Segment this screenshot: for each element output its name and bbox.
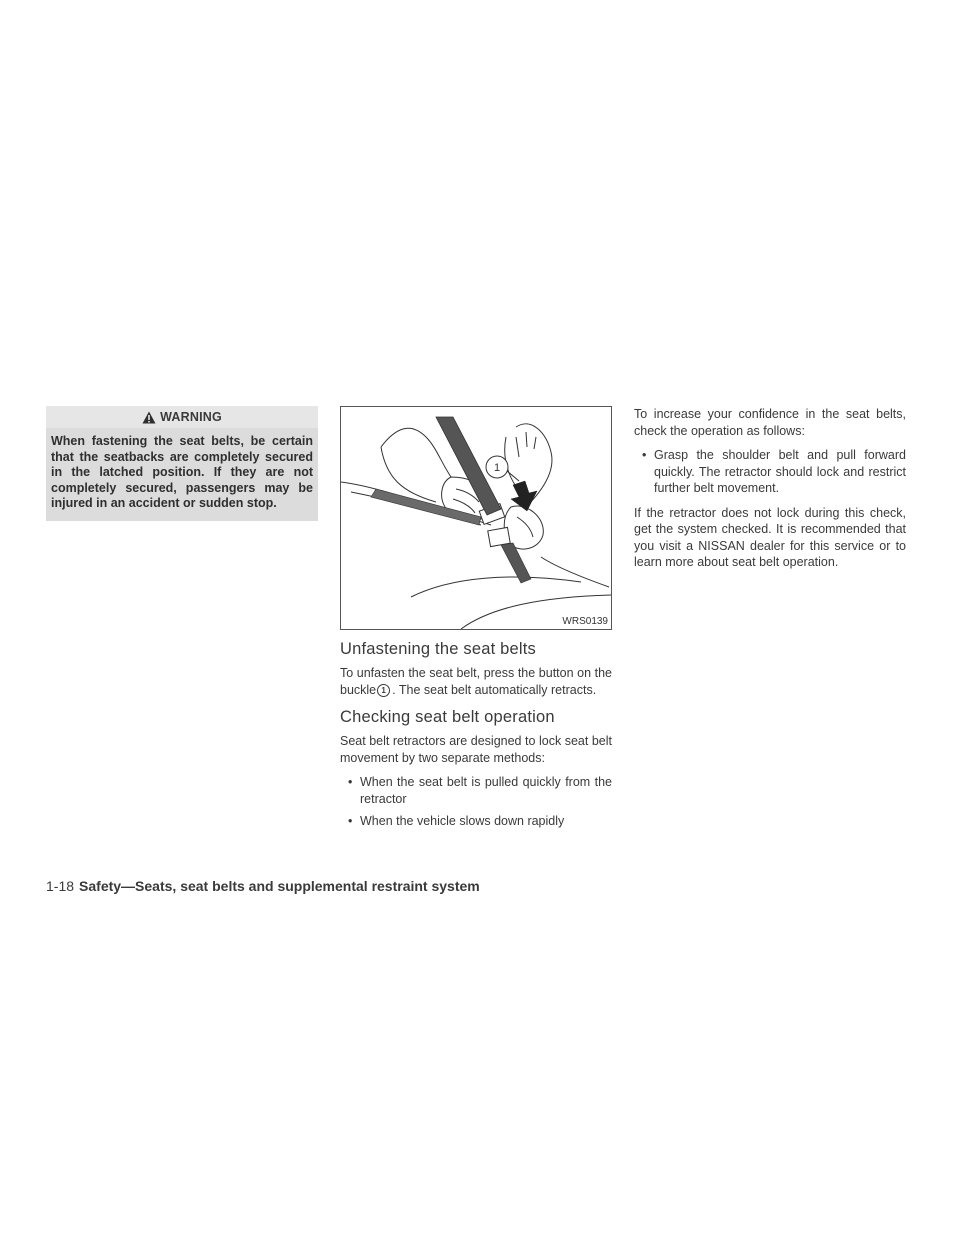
callout-1-icon: 1 bbox=[377, 684, 390, 697]
confidence-intro: To increase your confidence in the seat belts, check the operation as follows: bbox=[634, 407, 906, 438]
checking-intro: Seat belt retractors are designed to lock seat belt movement by two separate methods: bbox=[340, 734, 612, 765]
list-item-text: Grasp the shoulder belt and pull forward quickly. The retractor should lock and restrict further belt movement. bbox=[654, 448, 906, 495]
figure-code: WRS0139 bbox=[562, 616, 608, 627]
page-footer bbox=[46, 878, 480, 894]
warning-icon bbox=[142, 411, 156, 424]
warning-header bbox=[46, 406, 318, 428]
warning-text: When fastening the seat belts, be certain that the seatbacks are completely secured in the latched position. If they are not completely secured, passengers may be injured in an accident or sudden stop. bbox=[51, 434, 313, 510]
middle-column bbox=[340, 406, 612, 838]
list-item bbox=[340, 774, 612, 807]
list-item-text: When the vehicle slows down rapidly bbox=[360, 814, 565, 828]
buckle-drawing bbox=[341, 407, 611, 629]
seat-belt-buckle-illustration bbox=[340, 406, 612, 630]
list-item bbox=[340, 813, 612, 830]
page-number: 1-18 bbox=[46, 878, 75, 894]
bullet: • bbox=[348, 775, 353, 789]
confidence-list bbox=[634, 447, 906, 497]
figure-callout-1: 1 bbox=[493, 462, 501, 474]
heading-checking: Checking seat belt operation bbox=[340, 708, 555, 726]
left-column bbox=[46, 406, 318, 521]
right-column bbox=[634, 406, 906, 579]
unfastening-text-after: . The seat belt automatically retracts. bbox=[392, 682, 597, 697]
heading-unfastening: Unfastening the seat belts bbox=[340, 640, 536, 658]
list-item bbox=[634, 447, 906, 497]
bullet: • bbox=[642, 448, 647, 462]
confidence-outro: If the retractor does not lock during this check, get the system checked. It is recommended that you visit a NISSAN dealer for this service or to learn more about seat belt operation. bbox=[634, 505, 906, 569]
unfastening-text-before: To unfasten the seat belt, press the button on the buckle bbox=[340, 666, 612, 697]
unfastening-text bbox=[340, 665, 612, 698]
section-title: Safety—Seats, seat belts and supplemental restraint system bbox=[79, 878, 480, 894]
list-item-text: When the seat belt is pulled quickly from the retractor bbox=[360, 775, 612, 806]
warning-box bbox=[46, 406, 318, 521]
warning-label: WARNING bbox=[160, 410, 222, 424]
bullet: • bbox=[348, 814, 353, 828]
checking-list bbox=[340, 774, 612, 830]
